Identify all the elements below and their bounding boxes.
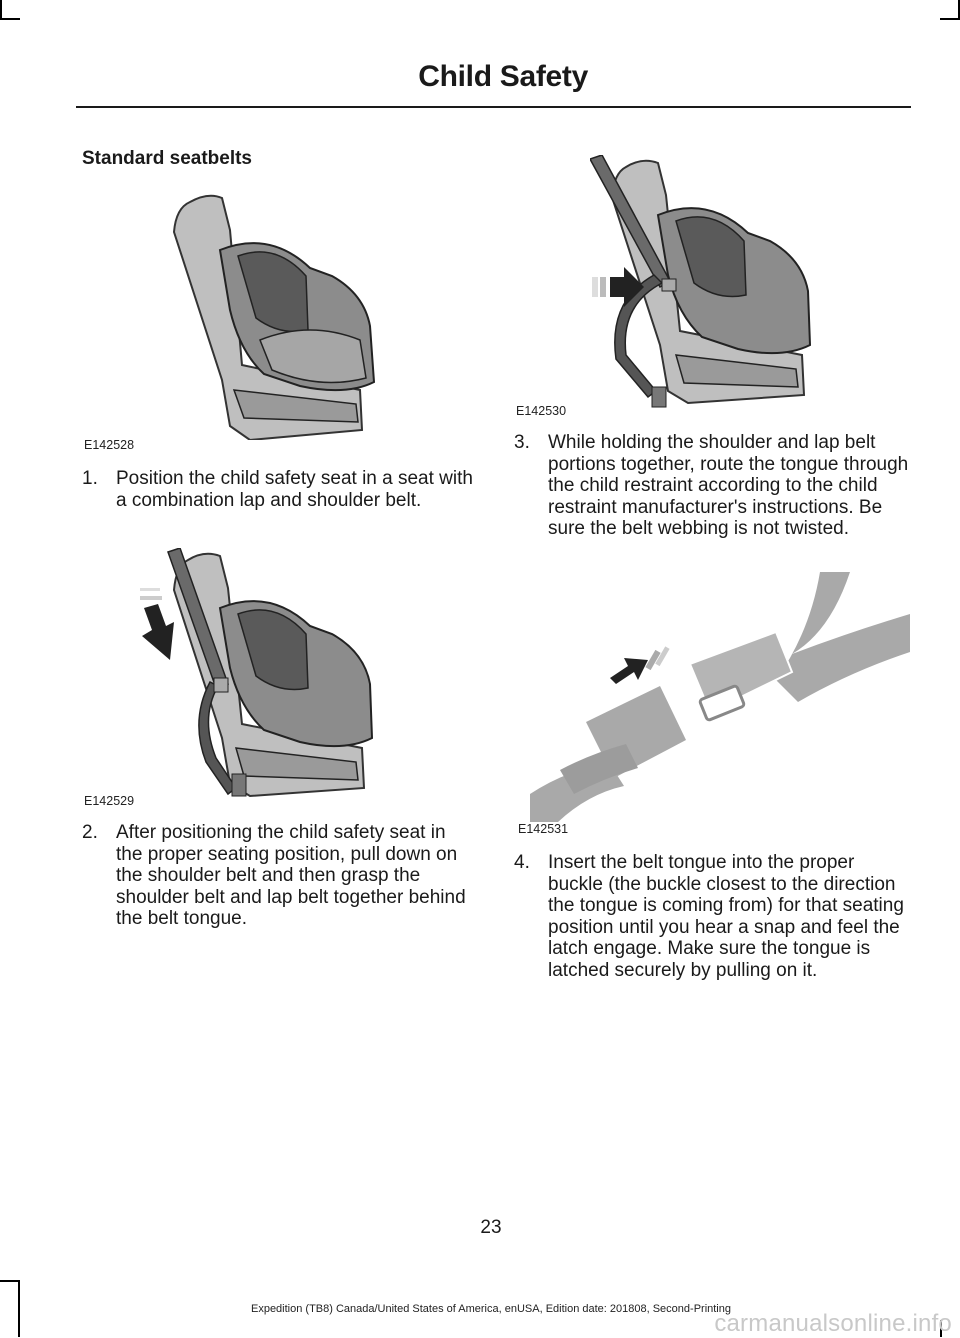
step-text: After positioning the child safety seat in the proper seating position, pull down on the shoulder belt and then grasp the shoulder belt and lap belt together behind the belt tongue. <box>116 822 466 929</box>
watermark: carmanualsonline.info <box>714 1310 952 1337</box>
step-number: 3. <box>514 432 530 453</box>
footer-edition: Expedition (TB8) Canada/United States of America, enUSA, Edition date: 201808, Second-Printing <box>250 1303 731 1315</box>
section-heading: Standard seatbelts <box>82 148 252 169</box>
step-item <box>82 822 474 930</box>
buckle-insert-illustration <box>530 572 910 822</box>
step-number: 4. <box>514 852 530 873</box>
step-item <box>82 468 474 511</box>
step-text: Insert the belt tongue into the proper buckle (the buckle closest to the direction the tongue is coming from) for that seating position until you hear a snap and feel the latch engage. Make sure the tongue is latched securely by pulling on it. <box>548 852 904 981</box>
step-number: 1. <box>82 468 98 489</box>
crop-mark <box>0 1280 20 1282</box>
shoulder-belt-pull-illustration <box>140 548 380 798</box>
step-text: While holding the shoulder and lap belt portions together, route the tongue through the child restraint according to the child restraint manufacturer's instructions. Be sure the belt webbing is not twisted. <box>548 432 909 539</box>
child-seat-illustration <box>160 190 380 440</box>
crop-mark <box>0 0 2 20</box>
step-number: 2. <box>82 822 98 843</box>
page-title: Child Safety <box>418 60 588 93</box>
step-text: Position the child safety seat in a seat with a combination lap and shoulder belt. <box>116 468 473 511</box>
crop-mark <box>0 18 20 20</box>
header-rule <box>76 106 911 108</box>
crop-mark <box>940 18 960 20</box>
step-item <box>514 852 910 981</box>
figure-code: E142530 <box>516 404 567 418</box>
figure-code: E142528 <box>84 438 135 452</box>
page-number: 23 <box>480 1217 502 1238</box>
figure-code: E142531 <box>518 822 569 836</box>
figure-code: E142529 <box>84 794 135 808</box>
route-belt-illustration <box>590 155 820 410</box>
step-item <box>514 432 910 540</box>
